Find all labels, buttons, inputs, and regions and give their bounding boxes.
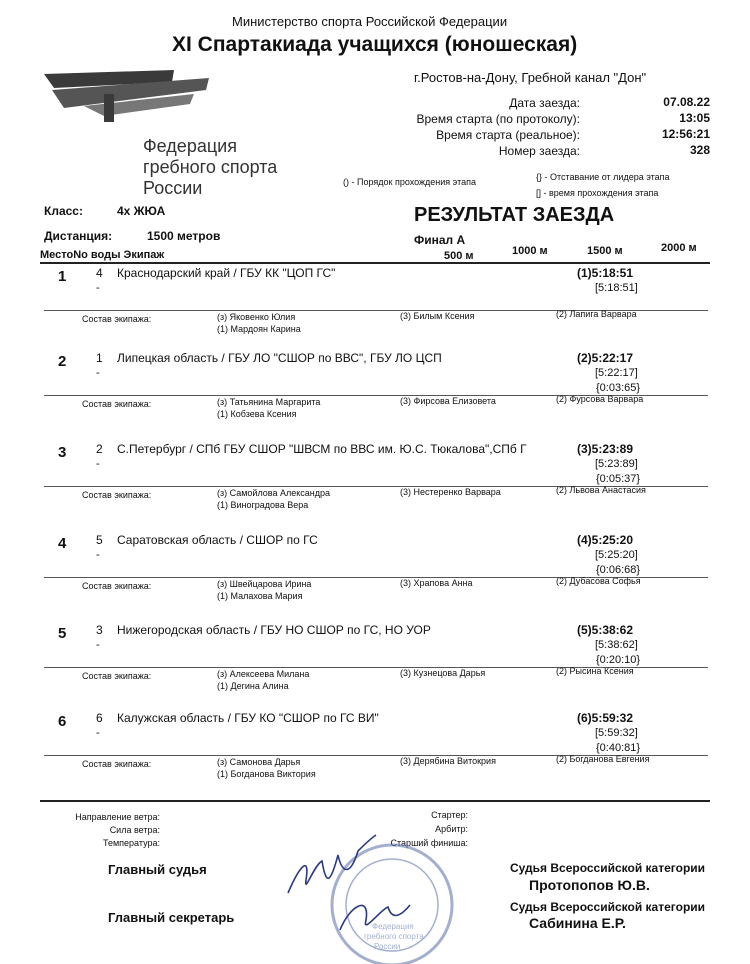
finish-judge-label: Старший финиша: — [390, 838, 468, 848]
federation-name — [143, 136, 277, 199]
split-time: [5:25:20] — [595, 549, 638, 561]
crew-bow: (1) Богданова Виктория — [217, 769, 316, 779]
start-real-label: Время старта (реальное): — [436, 128, 580, 142]
crew-stroke: (з) Самойлова Александра — [217, 488, 331, 498]
gap-time: {0:06:68} — [596, 564, 641, 576]
crew-seat3: (3) Нестеренко Варвара — [400, 487, 501, 497]
place: 2 — [58, 353, 67, 370]
legend-split: [] - время прохождения этапа — [536, 188, 659, 198]
final-label: Финал А — [414, 233, 466, 247]
crew-seat2: (2) Львова Анастасия — [556, 485, 646, 495]
starter-label: Стартер: — [431, 810, 468, 820]
crew-stroke: (з) Алексеева Милана — [217, 669, 310, 679]
race-number: 328 — [689, 143, 710, 157]
crew-bow: (1) Мардоян Карина — [217, 324, 301, 334]
gap-time: {0:05:37} — [596, 473, 641, 485]
stamp-and-signatures — [280, 825, 480, 964]
crew-bow: (1) Дегина Алина — [217, 681, 289, 691]
result-row — [0, 533, 750, 623]
arbiter-label: Арбитр: — [435, 824, 468, 834]
result-time: (4)5:25:20 — [577, 533, 634, 547]
crew-seat2: (2) Рысина Ксения — [556, 666, 634, 676]
result-row — [0, 351, 750, 441]
wind-direction-label: Направление ветра: — [75, 812, 160, 822]
chief-judge-label: Главный судья — [108, 862, 207, 877]
team-name: Липецкая область / ГБУ ЛО "СШОР по ВВС", ГБУ ЛО ЦСП — [117, 351, 442, 365]
column-header-1500: 1500 м — [587, 245, 623, 257]
gap-time: {0:40:81} — [596, 742, 641, 754]
split-time: [5:23:89] — [595, 458, 638, 470]
temperature-label: Температура: — [102, 838, 160, 848]
crew-label: Состав экипажа: — [82, 581, 152, 591]
team-name: Краснодарский край / ГБУ КК "ЦОП ГС" — [117, 266, 336, 280]
start-real: 12:56:21 — [661, 127, 710, 141]
crew-label: Состав экипажа: — [82, 314, 152, 324]
result-row — [0, 711, 750, 801]
chief-judge-signature — [288, 835, 376, 893]
split-time: [5:59:32] — [595, 727, 638, 739]
race-date-label: Дата заезда: — [509, 96, 580, 110]
column-header-2000: 2000 м — [661, 242, 697, 254]
crew-bow: (1) Малахова Мария — [217, 591, 303, 601]
judge-category-1: Судья Всероссийской категории — [510, 861, 706, 875]
stamp-line2: гребного спорта — [364, 932, 424, 941]
crew-label: Состав экипажа: — [82, 759, 152, 769]
judge-category-2: Судья Всероссийской категории — [510, 900, 706, 914]
federation-line2: гребного спорта — [143, 157, 278, 177]
competition-title: XI Спартакиада учащихся (юношеская) — [172, 33, 578, 56]
crew-stroke: (з) Яковенко Юлия — [217, 312, 296, 322]
class-value: 4х ЖЮА — [117, 204, 166, 218]
crew-seat2: (2) Дубасова Софья — [556, 576, 641, 586]
crew-label: Состав экипажа: — [82, 399, 152, 409]
crew-stroke: (з) Самонова Дарья — [217, 757, 301, 767]
crew-label: Состав экипажа: — [82, 671, 152, 681]
race-date: 07.08.22 — [663, 95, 710, 109]
gap-time: {0:03:65} — [596, 382, 641, 394]
dash: - — [96, 282, 100, 294]
official-stamp — [332, 845, 452, 964]
lane: 2 — [96, 442, 103, 456]
split-time: [5:18:51] — [595, 282, 638, 294]
place: 1 — [58, 268, 67, 285]
crew-seat3: (3) Дерябина Витокрия — [400, 756, 496, 766]
ministry-title: Министерство спорта Российской Федерации — [232, 14, 508, 29]
judge-name-2: Сабинина Е.Р. — [529, 915, 626, 931]
team-name: С.Петербург / СПб ГБУ СШОР "ШВСМ по ВВС им. Ю.С. Тюкалова",СПб Г — [117, 442, 527, 456]
start-protocol: 13:05 — [679, 111, 710, 125]
result-time: (2)5:22:17 — [577, 351, 634, 365]
stamp-line1: Федерация — [372, 922, 414, 931]
legend-gap: {} - Отставание от лидера этапа — [536, 172, 670, 182]
column-header-crew: МестоNo воды Экипаж — [40, 249, 165, 261]
result-title: РЕЗУЛЬТАТ ЗАЕЗДА — [414, 204, 615, 226]
logo-graphic — [44, 70, 214, 140]
federation-line1: Федерация — [143, 136, 237, 156]
lane: 6 — [96, 711, 103, 725]
crew-label: Состав экипажа: — [82, 490, 152, 500]
race-number-label: Номер заезда: — [498, 144, 580, 158]
dash: - — [96, 727, 100, 739]
result-row — [0, 623, 750, 713]
stamp-line3: России — [374, 942, 401, 951]
crew-seat3: (3) Храпова Анна — [400, 578, 473, 588]
place: 6 — [58, 713, 67, 730]
place: 5 — [58, 625, 67, 642]
split-time: [5:38:62] — [595, 639, 638, 651]
result-time: (3)5:23:89 — [577, 442, 634, 456]
column-header-500: 500 м — [444, 250, 474, 262]
lane: 1 — [96, 351, 103, 365]
crew-bow: (1) Виноградова Вера — [217, 500, 309, 510]
team-name: Нижегородская область / ГБУ НО СШОР по ГС, НО УОР — [117, 623, 431, 637]
column-header-1000: 1000 м — [512, 245, 548, 257]
place: 3 — [58, 444, 67, 461]
legend-order: () - Порядок прохождения этапа — [343, 177, 476, 187]
crew-seat2: (2) Лапига Варвара — [556, 309, 637, 319]
crew-seat3: (3) Кузнецова Дарья — [400, 668, 486, 678]
crew-seat3: (3) Билым Ксения — [400, 311, 475, 321]
team-name: Калужская область / ГБУ КО "СШОР по ГС ВИ" — [117, 711, 379, 725]
lane: 4 — [96, 266, 103, 280]
dash: - — [96, 549, 100, 561]
dash: - — [96, 639, 100, 651]
chief-secretary-label: Главный секретарь — [108, 910, 235, 925]
crew-seat2: (2) Фурсова Варвара — [556, 394, 644, 404]
wind-force-label: Сила ветра: — [109, 825, 160, 835]
result-time: (1)5:18:51 — [577, 266, 634, 280]
split-time: [5:22:17] — [595, 367, 638, 379]
federation-line3: России — [143, 178, 203, 198]
crew-bow: (1) Кобзева Ксения — [217, 409, 297, 419]
distance-value: 1500 метров — [147, 229, 221, 243]
place: 4 — [58, 535, 67, 552]
distance-label: Дистанция: — [44, 229, 113, 243]
crew-seat3: (3) Фирсова Елизовета — [400, 396, 496, 406]
header-divider — [40, 262, 710, 264]
team-name: Саратовская область / СШОР по ГС — [117, 533, 318, 547]
gap-time: {0:20:10} — [596, 654, 641, 666]
class-label: Класс: — [44, 204, 83, 218]
footer-divider — [40, 800, 710, 802]
crew-seat2: (2) Богданова Евгения — [556, 754, 650, 764]
dash: - — [96, 367, 100, 379]
lane: 5 — [96, 533, 103, 547]
lane: 3 — [96, 623, 103, 637]
result-time: (5)5:38:62 — [577, 623, 634, 637]
result-time: (6)5:59:32 — [577, 711, 634, 725]
crew-stroke: (з) Швейцарова Ирина — [217, 579, 312, 589]
start-protocol-label: Время старта (по протоколу): — [416, 112, 580, 126]
dash: - — [96, 458, 100, 470]
crew-stroke: (з) Татьянина Маргарита — [217, 397, 321, 407]
judge-name-1: Протопопов Ю.В. — [529, 877, 650, 893]
location: г.Ростов-на-Дону, Гребной канал "Дон" — [414, 70, 647, 85]
result-row — [0, 442, 750, 532]
result-row — [0, 266, 750, 356]
